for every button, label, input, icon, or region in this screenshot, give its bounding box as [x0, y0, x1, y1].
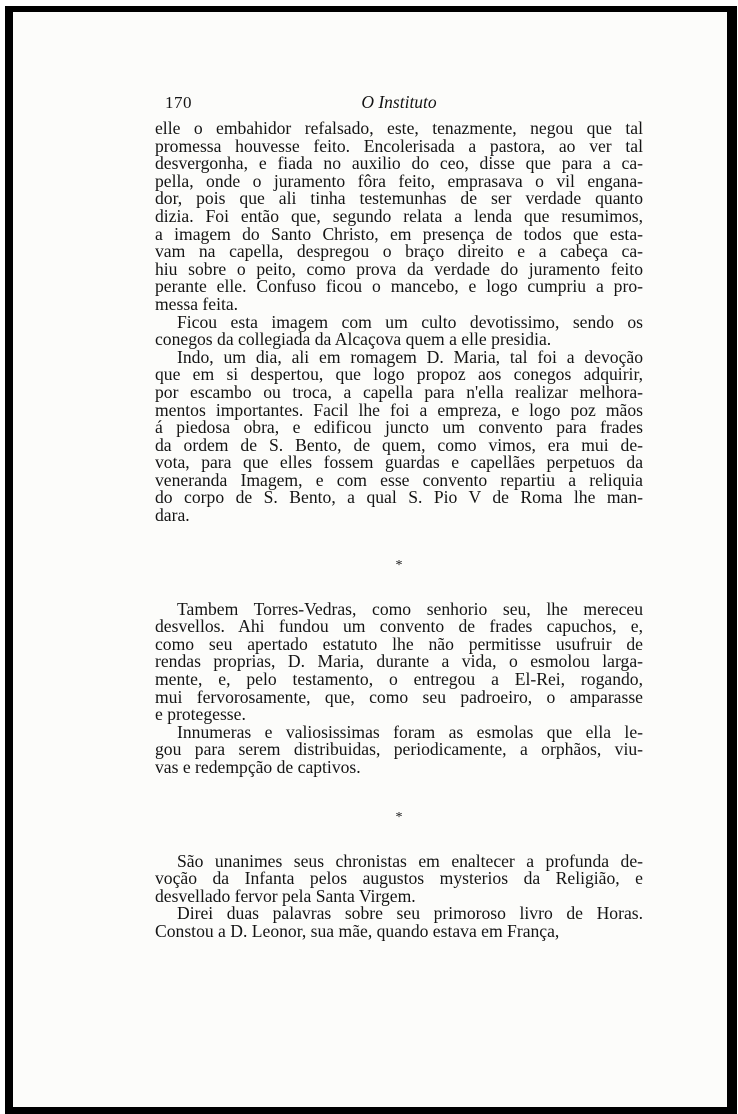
text-line: veneranda Imagem, e com esse convento repartiu a reliquia: [155, 469, 643, 490]
text-line: a imagem do Santo Christo, em presença de todos que esta-: [155, 223, 643, 244]
text-line: mentos importantes. Facil lhe foi a empreza, e logo poz mãos: [155, 399, 643, 420]
text-line: á piedosa obra, e edificou juncto um convento para frades: [155, 417, 643, 438]
text-line: messa feita.: [155, 293, 239, 314]
text-line: rendas proprias, D. Maria, durante a vida, o esmolou larga-: [155, 651, 643, 672]
text-line: Tambem Torres-Vedras, como senhorio seu, lhe mereceu: [177, 598, 643, 619]
paragraph: [155, 346, 643, 526]
text-line: São unanimes seus chronistas em enaltecer a profunda de-: [177, 850, 643, 871]
book-page: [155, 84, 643, 941]
text-line: voção da Infanta pelos augustos mysterios da Religião, e: [155, 868, 643, 889]
text-line: dor, pois que ali tinha testemunhas de ser verdade quanto: [155, 188, 643, 209]
text-line: mui fervorosamente, que, como seu padroeiro, o amparasse: [155, 686, 643, 707]
text-line: Indo, um dia, ali em romagem D. Maria, tal foi a devoção: [177, 346, 643, 367]
text-line: desvellos. Ahi fundou um convento de frades capuchos, e,: [155, 616, 643, 637]
text-line: desvergonha, e fiada no auxilio do ceo, disse que para a ca-: [155, 153, 643, 174]
section-separator: *: [395, 557, 403, 573]
text-line: perante elle. Confuso ficou o mancebo, e logo cumpriu a pro-: [155, 276, 643, 297]
running-header: [155, 84, 643, 120]
body-text: [155, 120, 643, 941]
text-line: dara.: [155, 505, 190, 526]
text-line: dizia. Foi então que, segundo relata a lenda que resumimos,: [155, 205, 643, 226]
text-line: Innumeras e valiosissimas foram as esmolas que ella le-: [177, 721, 643, 742]
text-line: vas e redempção de captivos.: [155, 757, 361, 777]
text-line: desvellado fervor pela Santa Virgem.: [155, 885, 416, 906]
text-line: vota, para que elles fossem guardas e capellães perpetuos da: [155, 452, 643, 473]
text-line: pella, onde o juramento fôra feito, emprasava o vil engana-: [155, 170, 643, 191]
text-line: promessa houvesse feito. Encolerisada a pastora, ao ver tal: [155, 135, 643, 156]
text-line: vam na capella, despregou o braço direito e a cabeça ca-: [155, 241, 643, 262]
paragraph: [155, 598, 643, 725]
text-line: Constou a D. Leonor, sua mãe, quando estava em França,: [155, 920, 560, 941]
text-line: e protegesse.: [155, 704, 246, 725]
paragraph: [155, 120, 643, 314]
text-line: elle o embahidor refalsado, este, tenazmente, negou que tal: [155, 118, 643, 138]
paragraph: [155, 905, 643, 940]
running-title: O Instituto: [361, 92, 437, 112]
text-line: gou para serem distribuidas, periodicamente, a orphãos, viu-: [155, 739, 643, 760]
text-line: como seu apertado estatuto lhe não permitisse usufruir de: [155, 633, 643, 654]
text-line: que em si despertou, que logo propoz aos conegos adquirir,: [155, 364, 643, 385]
text-line: mente, e, pelo testamento, o entregou a El-Rei, rogando,: [155, 669, 643, 690]
text-line: da ordem de S. Bento, de quem, como vimos, era mui de-: [155, 434, 643, 455]
paragraph: [155, 850, 643, 906]
text-line: conegos da collegiada da Alcaçova quem a elle presidia.: [155, 329, 552, 350]
paragraph: [155, 721, 643, 777]
paragraph: [155, 311, 643, 350]
text-line: Direi duas palavras sobre seu primoroso livro de Horas.: [177, 903, 643, 924]
text-line: do corpo de S. Bento, a qual S. Pio V de Roma lhe man-: [155, 487, 643, 508]
text-line: hiu sobre o peito, como prova da verdade do juramento feito: [155, 258, 643, 279]
text-line: por escambo ou troca, a capella para n'ella realizar melhora-: [155, 381, 643, 402]
page-number: 170: [165, 93, 192, 112]
section-separator: *: [395, 809, 403, 825]
text-line: Ficou esta imagem com um culto devotissimo, sendo os: [177, 311, 643, 332]
